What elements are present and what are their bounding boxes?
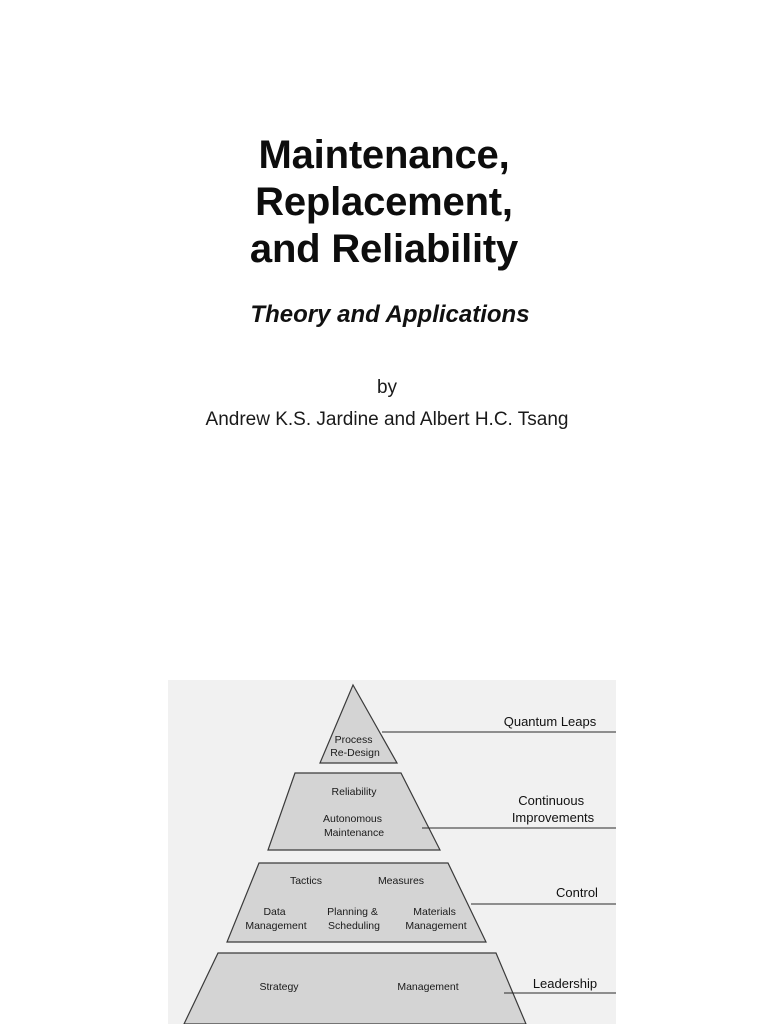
title-line-2: Replacement,: [255, 180, 513, 224]
book-subtitle: Theory and Applications: [250, 301, 530, 328]
tier-item-autonomous-maintenance: Autonomous Maintenance: [323, 813, 385, 839]
tier-item-materials-management: Materials Management: [405, 906, 467, 932]
pyramid-diagram: [168, 680, 616, 1024]
level-label-continuous-improvements: Continuous Improvements: [511, 793, 595, 825]
tier-item-tactics: Tactics: [289, 875, 323, 887]
tier-item-data-management: Data Management: [245, 906, 307, 932]
book-title: [0, 132, 768, 273]
tier-item-process-redesign: Process Re-Design: [330, 734, 380, 759]
tier-item-reliability: Reliability: [331, 786, 377, 798]
level-label-quantum-leaps: Quantum Leaps: [503, 714, 597, 729]
tier-leadership: [184, 953, 526, 1024]
title-line-1: Maintenance,: [258, 133, 510, 177]
byline-by: by: [376, 377, 398, 398]
maintenance-pyramid-figure: [168, 680, 616, 1024]
tier-item-measures: Measures: [377, 875, 425, 887]
title-line-3: and Reliability: [249, 227, 519, 271]
level-label-leadership: Leadership: [532, 976, 598, 991]
tier-item-planning-scheduling: Planning & Scheduling: [327, 906, 380, 932]
tier-item-strategy: Strategy: [259, 981, 299, 993]
level-label-control: Control: [556, 885, 598, 900]
tier-item-management: Management: [397, 981, 459, 993]
byline-authors: Andrew K.S. Jardine and Albert H.C. Tsang: [205, 409, 569, 430]
